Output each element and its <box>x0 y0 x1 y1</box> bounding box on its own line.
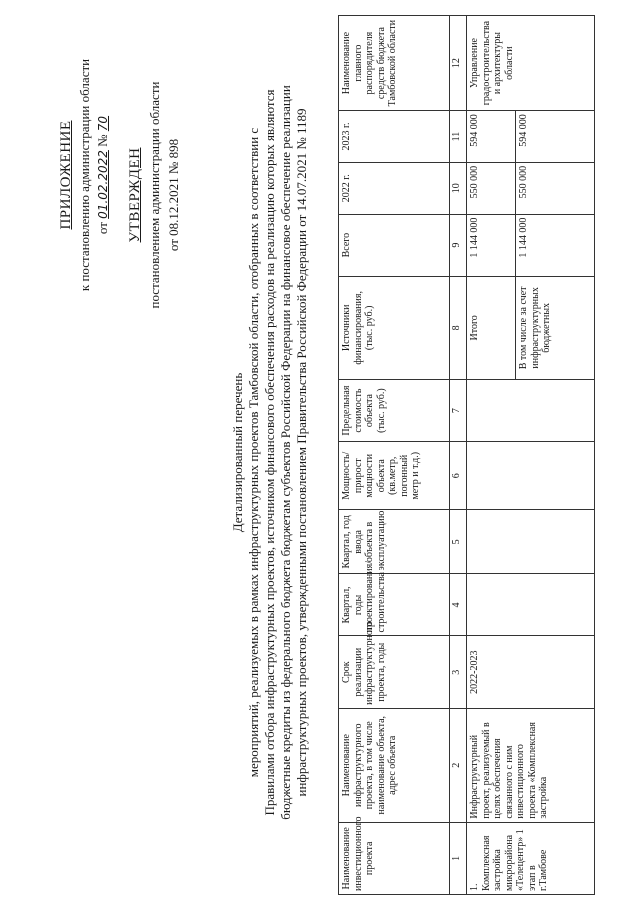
approved-resolution-line: постановлением администрации области <box>147 81 162 309</box>
header-project-period: Срок реализации инфраструктурного проекта, годы <box>339 636 450 708</box>
column-number: 1 <box>450 822 467 894</box>
cell-year-2023: 594 000 <box>516 111 595 163</box>
appendix-from-label: от <box>95 222 110 235</box>
header-design-construction: Квартал, годы проектирования/строительства <box>339 574 450 636</box>
column-number: 11 <box>450 111 467 163</box>
header-budget-manager: Наименование главного распорядителя средств бюджета Тамбовской области <box>339 16 450 111</box>
header-max-cost: Предельная стоимость объекта (тыс. руб.) <box>339 380 450 442</box>
heading-line: Детализированный перечень <box>230 372 245 533</box>
cell-capacity <box>467 442 595 510</box>
column-number: 4 <box>450 574 467 636</box>
cell-investment-project: 1. Комплексная застройка микрорайона «Телецентр» 1 этап в г.Тамбове <box>467 822 595 894</box>
approved-title: УТВЕРЖДЕН <box>127 147 143 243</box>
document-heading <box>230 20 310 885</box>
cell-budget-manager: Управление градостроительства и архитектуры области <box>467 16 595 111</box>
cell-commissioning <box>467 510 595 574</box>
column-number: 3 <box>450 636 467 708</box>
column-number: 2 <box>450 708 467 822</box>
heading-line: мероприятий, реализуемых в рамках инфраструктурных проектов Тамбовской области, отобранных в соответствии с <box>246 127 261 778</box>
approved-date-line: от 08.12.2021 № 898 <box>166 138 181 252</box>
cell-project-period: 2022-2023 <box>467 636 595 708</box>
heading-line: инфраструктурных проектов, утвержденными постановлением Правительства Российской Федерации от 14.07.2021 № 1189 <box>294 108 309 797</box>
appendix-handwritten-number: 70 <box>96 115 110 132</box>
appendix-resolution-line: к постановлению администрации области <box>77 58 92 292</box>
column-number: 6 <box>450 442 467 510</box>
header-infrastructure-project: Наименование инфраструктурного проекта, в том числе наименование объекта, адрес объекта <box>339 708 450 822</box>
approved-block <box>127 25 182 365</box>
header-investment-project: Наименование инвестиционного проекта <box>339 822 450 894</box>
cell-total: 1 144 000 <box>467 214 516 276</box>
cell-total: 1 144 000 <box>516 214 595 276</box>
appendix-handwritten-date: 01.02.2022 <box>96 150 110 219</box>
cell-infrastructure-project: Инфраструктурный проект, реализуемый в целях обеспечения связанного с ним инвестиционного проекта «Комплексная застройка <box>467 708 595 822</box>
cell-max-cost <box>467 380 595 442</box>
cell-funding-source: В том числе за счет инфраструктурных бюджетных <box>516 276 595 379</box>
column-number: 5 <box>450 510 467 574</box>
appendix-block <box>58 25 111 325</box>
table-header-row <box>339 16 450 895</box>
appendix-title: ПРИЛОЖЕНИЕ <box>58 120 74 230</box>
projects-table <box>338 15 595 895</box>
column-number-row <box>450 16 467 895</box>
column-number: 12 <box>450 16 467 111</box>
heading-line: бюджетные кредиты из федерального бюджета бюджетам субъектов Российской Федерации на финансовое обеспечение реализации <box>278 85 293 820</box>
header-funding-sources: Источники финансирования, (тыс. руб.) <box>339 276 450 379</box>
column-number: 7 <box>450 380 467 442</box>
header-year-2023: 2023 г. <box>339 111 450 163</box>
cell-year-2023: 594 000 <box>467 111 516 163</box>
column-number: 10 <box>450 162 467 214</box>
appendix-date-line <box>95 25 111 325</box>
cell-year-2022: 550 000 <box>467 162 516 214</box>
header-capacity: Мощность/ прирост мощности объекта (кв.метр, погонный метр и т.д.) <box>339 442 450 510</box>
header-year-2022: 2022 г. <box>339 162 450 214</box>
heading-line: Правилами отбора инфраструктурных проектов, источником финансового обеспечения расходов на реализацию которых являются <box>262 89 277 816</box>
header-commissioning: Квартал, год ввода объекта в эксплуатацию <box>339 510 450 574</box>
header-total: Всего <box>339 214 450 276</box>
column-number: 8 <box>450 276 467 379</box>
appendix-number-label: № <box>95 134 110 147</box>
cell-funding-source: Итого <box>467 276 516 379</box>
column-number: 9 <box>450 214 467 276</box>
table-row <box>467 16 516 895</box>
cell-design-construction <box>467 574 595 636</box>
cell-year-2022: 550 000 <box>516 162 595 214</box>
